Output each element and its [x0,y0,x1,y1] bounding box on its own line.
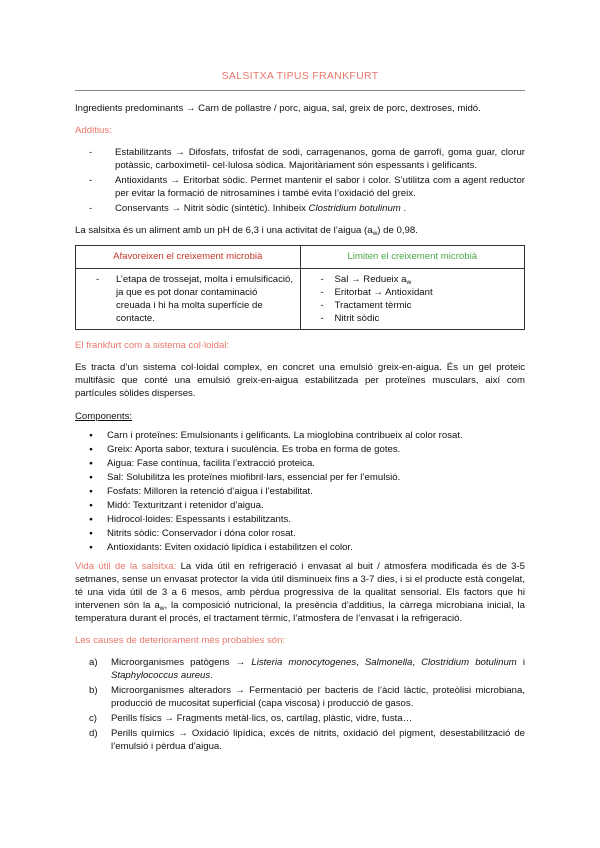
favor-list [82,273,294,325]
additius-list [75,146,525,215]
deterioration-list [75,656,525,753]
separator: i [516,657,526,668]
conservants-end: . [400,203,407,214]
item-marker: c) [89,713,97,724]
shelf-life-text: La vida útil en refrigeració i envasat al buit / atmosfera modificada és de 3-5 setmanes, sense un envasat protector la vida útil disminueix fins a 3-7 dies, i si el producte està congelat, té una vida útil de 3 a 6 mesos, amb pèrdua progressiva de la qualitat sensorial. Els factors que hi intervenen són la a [75,561,525,611]
deterioration-item-a [89,656,525,682]
component-item: ● Midó: Texturitzant i retenidor d’aigua. [89,499,525,512]
deterioration-item-b [89,684,525,710]
shelf-life-label: Vida útil de la salsitxa: [75,561,177,572]
species-name: Listeria monocytogenes [251,657,357,668]
additius-item-conservants [89,202,525,215]
species-name: Clostridium botulinum [421,657,517,668]
colloidal-text: Es tracta d’un sistema col·loidal complex, en concret una emulsió greix-en-aigua. És un gel proteic multifàsic que conté una emulsió greix-en-aigua estabilitzada per proteïnes musculars, així com partícules sòlides disperses. [75,362,525,399]
ingredients-line: Ingredients predominants → Carn de pollastre / porc, aigua, sal, greix de porc, dextroses, midó. [75,103,481,114]
separator: , [356,657,365,668]
shelf-life-subscript: w [159,605,165,612]
limit-list [307,273,519,325]
colloidal-heading: El frankfurt com a sistema col·loidal: [75,340,230,351]
ph-text: La salsitxa és un aliment amb un pH de 6,3 i una activitat de l’aigua (a [75,225,373,236]
microbial-growth-table [75,245,525,330]
component-item: ● Hidrocol·loides: Espessants i estabilitzants. [89,513,525,526]
additius-item: - Antioxidants → Eritorbat sòdic. Permet mantenir el sabor i color. S’utilitza com a agent reductor per evitar la formació de nitrosamines i també evita l’oxidació del greix. [89,174,525,200]
item-end: . [210,670,213,681]
species-name: Salmonella [364,657,413,668]
components-heading: Components: [75,411,133,422]
ph-sentence [75,224,525,237]
document-title: SALSITXA TIPUS FRANKFURT [221,70,379,82]
shelf-life-paragraph [75,560,525,625]
species-name: Staphylococcus aureus [111,670,211,681]
favor-item: - L’etapa de trossejat, molta i emulsificació, ja que es pot donar contaminació creuada i hi ha molta superfície de contacte. [96,273,294,325]
component-item: ● Carn i proteïnes: Emulsionants i gelificants. La mioglobina contribueix al color rosat. [89,429,525,442]
item-text: Perills químics → Oxidació lipídica, excés de nitrits, oxidació del pigment, desestabilització de l’emulsió i pèrdua d’aigua. [111,728,525,752]
limit-item-subscript: w [406,279,412,286]
additius-item: - Estabilitzants → Difosfats, trifosfat de sodi, carragenanos, goma de garrofí, goma guar, clorur potàssic, carboximetil- cel·lulosa sòdica. Majoritàriament són espessants i gelificants. [89,146,525,172]
title-divider [75,90,525,91]
item-text: Perills físics → Fragments metàl·lics, os, cartílag, plàstic, vidre, fusta… [111,713,413,724]
deterioration-heading: Les causes de deteriorament més probables són: [75,635,286,646]
ph-subscript: w [372,230,378,237]
shelf-life-text-end: , la composició nutricional, la presència d’additius, la càrrega microbiana inicial, la temperatura durant el procés, el tractament tèrmic, l’atmosfera de l’envasat i la refrigeració. [75,600,525,624]
separator: , [412,657,422,668]
ph-text-end: ) de 0,98. [377,225,418,236]
conservants-text: Conservants → Nitrit sòdic (sintètic). Inhibeix [115,203,309,214]
limit-cell [300,269,525,330]
header-favor: Afavoreixen el creixement microbià [76,246,301,269]
item-text: Microorganismes patògens → [111,657,252,668]
table-row [76,269,525,330]
item-marker: b) [89,685,98,696]
limit-item: - Tractament tèrmic [321,299,519,312]
deterioration-item-d [89,727,525,753]
limit-item [321,273,519,286]
limit-item-text: Sal → Redueix a [334,274,407,285]
component-item: ● Nitrits sòdic: Conservador i dóna color rosat. [89,527,525,540]
item-marker: d) [89,728,98,739]
component-item: ● Aigua: Fase contínua, facilita l’extracció proteica. [89,457,525,470]
header-limit: Limiten el creixement microbià [300,246,525,269]
deterioration-item-c [89,712,525,725]
additius-heading: Additius: [75,125,112,136]
table-header-row [76,246,525,269]
component-item: ● Greix: Aporta sabor, textura i suculència. Es troba en forma de gotes. [89,443,525,456]
limit-item: - Eritorbat → Antioxidant [321,286,519,299]
components-list [75,429,525,554]
component-item: ● Antioxidants: Eviten oxidació lipídica i estabilitzen el color. [89,541,525,554]
limit-item: - Nitrit sòdic [321,312,519,325]
component-item: ● Fosfats: Milloren la retenció d’aigua i l’estabilitat. [89,485,525,498]
conservants-species: Clostridium botulinum [308,203,401,214]
item-text: Microorganismes alteradors → Fermentació per bacteris de l’àcid làctic, proteòlisi microbiana, producció de mucositat superficial (capa viscosa) i producció de gasos. [111,685,525,709]
component-item: ● Sal: Solubilitza les proteïnes miofibril·lars, essencial per fer l’emulsió. [89,471,525,484]
favor-cell [76,269,301,330]
item-marker: a) [89,657,98,668]
